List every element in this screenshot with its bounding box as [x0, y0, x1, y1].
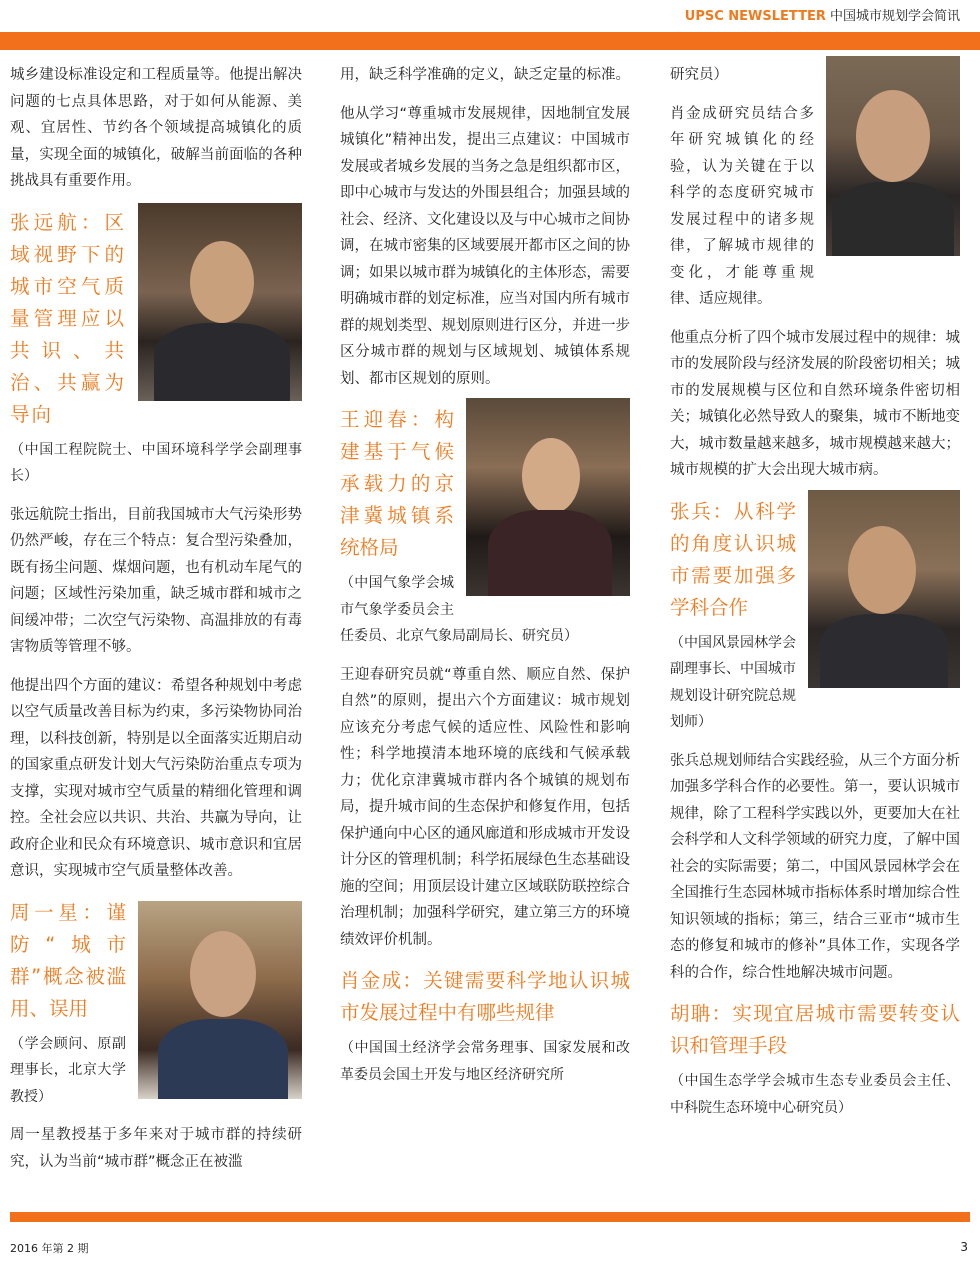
affiliation-zhang-yuanhang: （中国工程院院士、中国环境科学学会副理事长）: [10, 441, 302, 484]
paragraph-xiao-jincheng-2: 他重点分析了四个城市发展过程中的规律：城市的发展阶段与经济发展的阶段密切相关；城市的发展规模与区位和自然环境条件密切相关；城镇化必然导致人的聚集，城市不断地变大，城市数量越来越多，城市规模越来越大；城市规模的扩大会出现大城市病。: [670, 329, 960, 478]
affiliation-zhou-yixing: （学会顾问、原副理事长，北京大学教授）: [10, 1035, 126, 1105]
paragraph-xiao-jincheng-1: 肖金成研究员结合多年研究城镇化的经验，认为关键在于以科学的态度研究城市发展过程中的诸多规律，了解城市规律的变化，才能尊重规律、适应规律。: [670, 105, 814, 307]
paragraph-zhang-yuanhang-1: 张远航院士指出，目前我国城市大气污染形势仍然严峻，存在三个特点：复合型污染叠加，既有扬尘问题、煤烟问题，也有机动车尾气的问题；区域性污染加重，缺乏城市群和城市之间缓冲带；二次空气污染物、高温排放的有毒害物质等管理不够。: [10, 506, 302, 655]
header-title-cn: 中国城市规划学会简讯: [829, 9, 960, 24]
paragraph-zhou-yixing-1: 周一星教授基于多年来对于城市群的持续研究，认为当前“城市群”概念正在被滥: [10, 1127, 302, 1170]
top-accent-bar: [0, 32, 980, 50]
paragraph-wang-yingchun-1: 王迎春研究员就“尊重自然、顺应自然、保护自然”的原则，提出六个方面建议：城市规划应该充分考虑气候的适应性、风险性和影响性；科学地摸清本地环境的底线和气候承载力；优化京津冀城市群内各个城镇的规划布局，提升城市间的生态保护和修复作用，包括保护通向中心区的通风廊道和形成城市开发设计分区的管理机制；科学拓展绿色生态基础设施的空间；用顶层设计建立区域联防联控综合治理机制；加强科学研究，建立第三方的环境绩效评价机制。: [340, 666, 630, 948]
heading-zhang-bing: 张兵：从科学的角度认识城市需要加强多学科合作: [670, 499, 796, 619]
newsletter-header: [685, 5, 960, 24]
heading-zhou-yixing: 周一星：谨防“城市群”概念被滥用、误用: [10, 900, 126, 1020]
heading-wang-yingchun: 王迎春：构建基于气候承载力的京津冀城镇系统格局: [340, 408, 454, 559]
heading-xiao-jincheng: 肖金成：关键需要科学地认识城市发展过程中有哪些规律: [340, 969, 630, 1024]
column-middle: [340, 62, 630, 1100]
column-left: [10, 62, 302, 1187]
paragraph-zhou-yixing-2: 他从学习“尊重城市发展规律，因地制宜发展城镇化”精神出发，提出三点建议：中国城市发展或者城乡发展的当务之急是组织都市区，即中心城市与发达的外围县组合；加强县域的社会、经济、文化建设以及与中心城市之间协调，在城市密集的区域要展开都市区之间的协调；如果以城市群为城镇化的主体形态，需要明确城市群的划定标准，应当对国内所有城市群的规划类型、规划原则进行区分，并进一步区分城市群的规划与区域规划、城镇体系规划、都市区规划的原则。: [340, 105, 630, 387]
photo-xiao-jincheng: [826, 56, 960, 256]
affiliation-hu-dan: （中国生态学学会城市生态专业委员会主任、中科院生态环境中心研究员）: [670, 1073, 960, 1116]
bottom-accent-bar: [10, 1212, 970, 1222]
photo-zhou-yixing: [138, 901, 302, 1099]
photo-zhang-yuanhang: [138, 203, 302, 401]
issue-label: 2016 年第 2 期: [10, 1242, 89, 1255]
column-right: [670, 62, 960, 1133]
paragraph-zhang-bing-1: 张兵总规划师结合实践经验，从三个方面分析加强多学科合作的必要性。第一，要认识城市规律，除了工程科学实践以外，更要加大在社会科学和人文科学领域的研究力度，了解中国社会的实际需要；第二，中国风景园林学会在全国推行生态园林城市指标体系时增加综合性知识领域的指标；第三，结合三亚市“城市生态的修复和城市的修补”具体工作，实现各学科的合作，综合性地解决城市问题。: [670, 752, 960, 981]
page-number: 3: [960, 1240, 968, 1254]
heading-hu-dan: 胡聃：实现宜居城市需要转变认识和管理手段: [670, 1002, 960, 1057]
affiliation-zhang-bing: （中国风景园林学会副理事长、中国城市规划设计研究院总规划师）: [670, 634, 796, 730]
header-title-en: UPSC NEWSLETTER: [684, 9, 826, 24]
paragraph-zhou-yixing-cont: 用，缺乏科学准确的定义，缺乏定量的标准。: [340, 67, 630, 83]
photo-wang-yingchun: [466, 398, 630, 596]
paragraph-zhang-yuanhang-2: 他提出四个方面的建议：希望各种规划中考虑以空气质量改善目标为约束，多污染物协同治理，以科技创新，特别是以全面落实近期启动的国家重点研发计划大气污染防治重点专项为支撑，实现对城市空气质量的精细化管理和调控。全社会应以共识、共治、共赢为导向，让政府企业和民众有环境意识、城市意识和宜居意识，实现城市空气质量整体改善。: [10, 677, 302, 879]
affiliation-wang-yingchun: （中国气象学会城市气象学委员会主任委员、北京气象局副局长、研究员）: [340, 575, 578, 644]
affiliation-xiao-jincheng-cont: 研究员）: [670, 67, 728, 83]
heading-zhang-yuanhang: 张远航：区域视野下的城市空气质量管理应以共识、共治、共赢为导向: [10, 210, 126, 426]
intro-paragraph: 城乡建设标准设定和工程质量等。他提出解决问题的七点具体思路，对于如何从能源、美观、宜居性、节约各个领域提高城镇化的质量，实现全面的城镇化，破解当前面临的各种挑战具有重要作用。: [10, 67, 302, 189]
affiliation-xiao-jincheng: （中国国土经济学会常务理事、国家发展和改革委员会国土开发与地区经济研究所: [340, 1040, 630, 1083]
photo-zhang-bing: [808, 490, 960, 688]
